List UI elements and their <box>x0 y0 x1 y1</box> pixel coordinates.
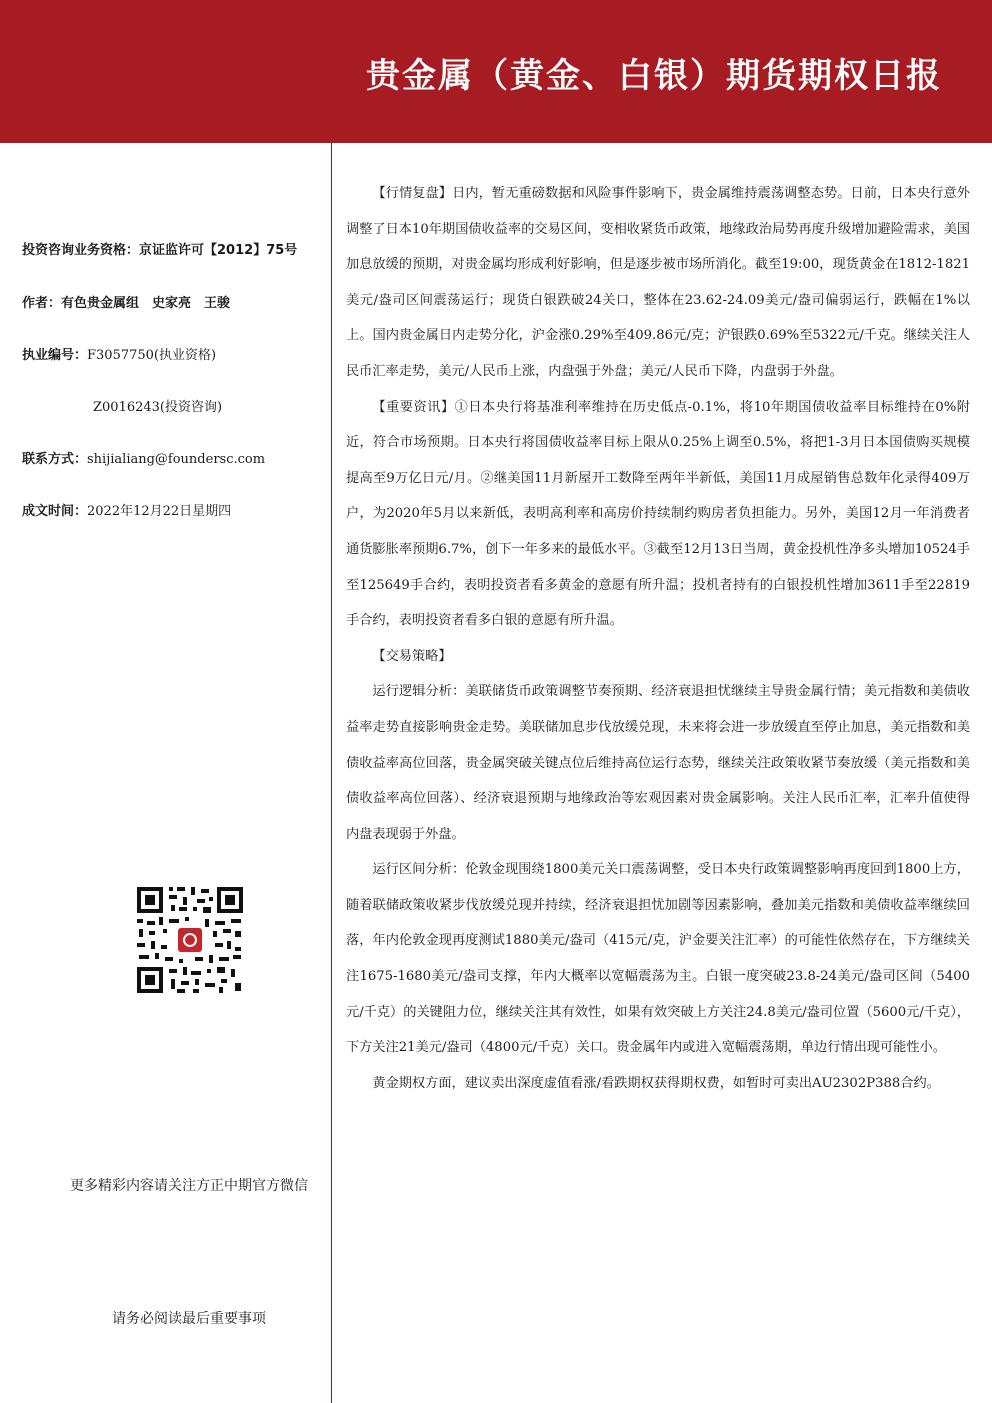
cert-label: 执业编号： <box>22 348 88 363</box>
key-news-paragraph: 【重要资讯】①日本央行将基准利率维持在历史低点-0.1%，将10年期国债收益率目标维持在0%附近，符合市场预期。日本央行将国债收益率目标上限从0.25%上调至0.5%，将把1-3月日本国债购买规模提高至9万亿日元/月。②继美国11月新屋开工数降至两年半新低，美国11月成屋销售总数年化录得409万户，为2020年5月以来新低，表明高利率和高房价持续制约购房者负担能力。另外，美国12月一年消费者通货膨胀率预期6.7%，创下一年多来的最低水平。③截至12月13日当周，黄金投机性净多头增加10524手至125649手合约，表明投资者看多黄金的意愿有所升温；投机者持有的白银投机性增加3611手至22819手合约，表明投资者看多白银的意愿有所升温。 <box>346 399 970 629</box>
author-value: 有色贵金属组 史家亮 王骏 <box>61 296 231 311</box>
cert-value-1: F3057750(执业资格) <box>87 348 217 363</box>
date-value: 2022年12月22日星期四 <box>87 504 232 519</box>
column-divider <box>331 143 332 1403</box>
important-notice: 请务必阅读最后重要事项 <box>112 1311 266 1327</box>
author-row <box>22 294 230 314</box>
gold-options-paragraph: 黄金期权方面，建议卖出深度虚值看涨/看跌期权获得期权费，如暂时可卖出AU2302P388合约。 <box>372 1075 940 1091</box>
report-header <box>0 0 992 143</box>
report-title: 贵金属（黄金、白银）期货期权日报 <box>366 56 942 96</box>
market-review-paragraph: 【行情复盘】日内，暂无重磅数据和风险事件影响下，贵金属维持震荡调整态势。日前，日本央行意外调整了日本10年期国债收益率的交易区间，变相收紧货币政策，地缘政治局势再度升级增加避险需求，美国加息放缓的预期，对贵金属均形成利好影响，但是逐步被市场所消化。截至19:00，现货黄金在1812-1821美元/盎司区间震荡运行；现货白银跌破24关口，整体在23.62-24.09美元/盎司偏弱运行，跌幅在1%以上。国内贵金属日内走势分化，沪金涨0.29%至409.86元/克；沪银跌0.69%至5322元/千克。继续关注人民币汇率走势，美元/人民币上涨，内盘强于外盘；美元/人民币下降，内盘弱于外盘。 <box>346 186 970 379</box>
license-label: 投资咨询业务资格： <box>22 243 140 258</box>
date-row <box>22 502 231 522</box>
trading-strategy-heading: 【交易策略】 <box>372 648 452 664</box>
contact-value[interactable]: shijialiang@foundersc.com <box>87 452 266 467</box>
cert-row-2 <box>93 398 222 418</box>
qr-caption: 更多精彩内容请关注方正中期官方微信 <box>70 1178 308 1194</box>
report-body <box>346 176 970 1101</box>
range-analysis-paragraph: 运行区间分析：伦敦金现围绕1800美元关口震荡调整，受日本央行政策调整影响再度回到1800上方，随着联储政策收紧步伐放缓兑现并持续，经济衰退担忧加剧等因素影响，叠加美元指数和美债收益率继续回落，年内伦敦金现再度测试1880美元/盎司（415元/克，沪金要关注汇率）的可能性依然存在，下方继续关注1675-1680美元/盎司支撑，年内大概率以宽幅震荡为主。白银一度突破23.8-24美元/盎司区间（5400元/千克）的关键阻力位，继续关注其有效性，如果有效突破上方关注24.8美元/盎司位置（5600元/千克），下方关注21美元/盎司（4800元/千克）关口。贵金属年内或进入宽幅震荡期，单边行情出现可能性小。 <box>346 862 970 1056</box>
contact-row <box>22 450 265 470</box>
cert-value-2: Z0016243(投资咨询) <box>93 400 223 415</box>
wechat-qr-code <box>135 885 245 995</box>
date-label: 成文时间： <box>22 504 88 519</box>
author-label: 作者： <box>22 296 62 311</box>
sidebar <box>0 143 325 1403</box>
license-row <box>22 241 297 261</box>
contact-label: 联系方式： <box>22 452 88 467</box>
cert-row <box>22 346 216 366</box>
qr-code-icon <box>135 885 245 995</box>
license-value: 京证监许可【2012】75号 <box>139 243 298 258</box>
logic-analysis-paragraph: 运行逻辑分析：美联储货币政策调整节奏预期、经济衰退担忧继续主导贵金属行情；美元指数和美债收益率走势直接影响贵金走势。美联储加息步伐放缓兑现，未来将会进一步放缓直至停止加息，美元指数和美债收益率高位回落，贵金属突破关键点位后维持高位运行态势，继续关注政策收紧节奏放缓（美元指数和美债收益率高位回落）、经济衰退预期与地缘政治等宏观因素对贵金属影响。关注人民币汇率，汇率升值使得内盘表现弱于外盘。 <box>346 684 970 842</box>
